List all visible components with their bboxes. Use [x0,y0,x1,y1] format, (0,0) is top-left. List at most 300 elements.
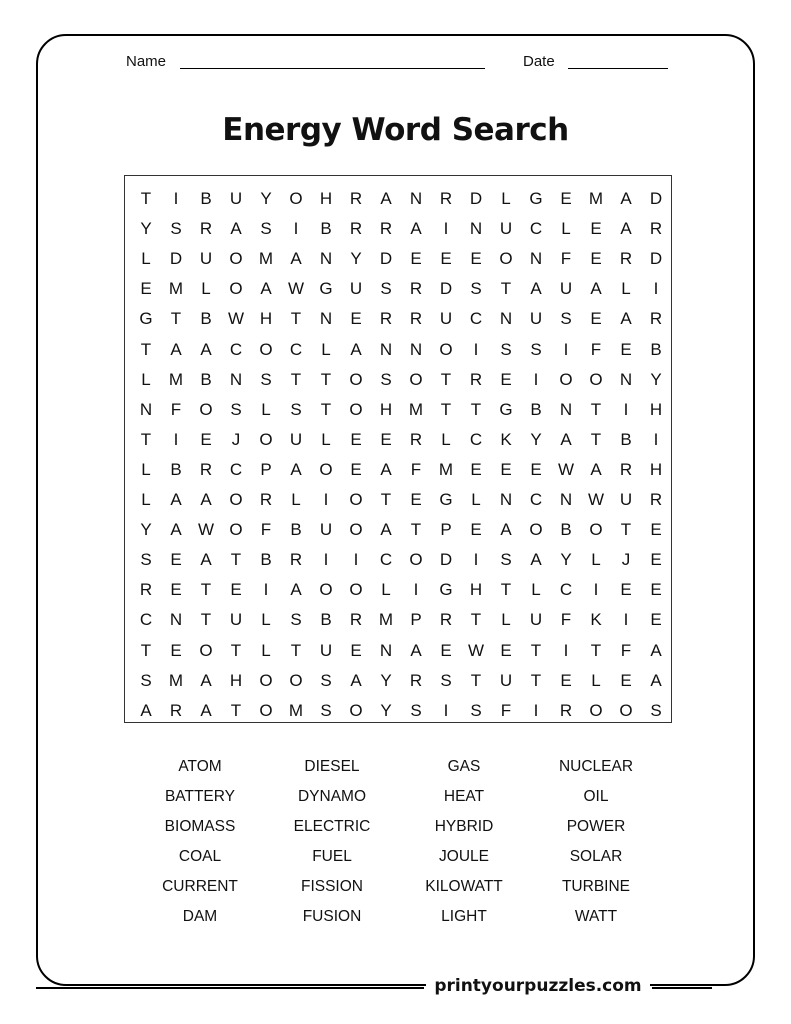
grid-letter[interactable]: O [589,369,603,389]
grid-letter[interactable]: G [439,490,453,509]
grid-letter[interactable]: H [379,399,393,419]
grid-letter[interactable]: O [229,490,243,509]
grid-letter[interactable]: S [500,550,512,570]
grid-letter[interactable]: L [591,550,601,570]
grid-letter[interactable]: U [529,610,543,630]
grid-letter[interactable]: O [499,249,513,269]
grid-letter[interactable]: T [470,399,482,419]
grid-letter[interactable]: N [619,369,633,389]
grid-letter[interactable]: C [289,339,303,359]
grid-letter[interactable]: D [469,189,483,208]
grid-letter[interactable]: L [141,249,151,269]
grid-letter[interactable]: A [350,670,362,690]
grid-letter[interactable]: M [438,459,454,479]
grid-letter[interactable]: S [380,279,392,299]
grid-letter[interactable]: F [620,640,632,660]
grid-letter[interactable]: I [563,339,569,359]
grid-letter[interactable]: S [560,309,572,329]
grid-letter[interactable]: E [410,490,422,509]
grid-letter[interactable]: S [410,700,422,720]
grid-letter[interactable]: T [200,580,212,600]
grid-letter[interactable]: E [200,429,212,449]
grid-letter[interactable]: L [621,279,631,299]
grid-letter[interactable]: A [200,670,212,690]
grid-letter[interactable]: I [563,640,569,660]
grid-letter[interactable]: T [620,520,632,540]
grid-letter[interactable]: B [320,610,332,630]
grid-letter[interactable]: E [650,580,662,600]
grid-letter[interactable]: E [350,459,362,479]
grid-letter[interactable]: E [230,580,242,600]
grid-letter[interactable]: R [289,550,303,570]
grid-letter[interactable]: O [349,520,363,540]
grid-letter[interactable]: H [649,459,663,479]
grid-letter[interactable]: A [200,550,212,570]
grid-letter[interactable]: K [590,610,602,630]
grid-letter[interactable]: I [623,399,629,419]
grid-letter[interactable]: O [409,550,423,570]
grid-letter[interactable]: A [500,520,512,540]
grid-letter[interactable]: S [230,399,242,419]
grid-letter[interactable]: Y [260,189,272,208]
grid-letter[interactable]: O [349,580,363,600]
grid-letter[interactable]: C [379,550,393,570]
grid-letter[interactable]: A [620,309,632,329]
grid-letter[interactable]: S [320,700,332,720]
grid-letter[interactable]: I [533,369,539,389]
grid-letter[interactable]: U [349,279,363,299]
grid-letter[interactable]: T [500,580,512,600]
grid-letter[interactable]: E [350,309,362,329]
grid-letter[interactable]: S [260,219,272,239]
grid-letter[interactable]: T [380,490,392,509]
grid-letter[interactable]: L [291,490,301,509]
grid-letter[interactable]: D [439,279,453,299]
grid-letter[interactable]: U [499,670,513,690]
grid-letter[interactable]: W [227,309,245,329]
grid-letter[interactable]: I [533,700,539,720]
grid-letter[interactable]: L [591,670,601,690]
grid-letter[interactable]: L [561,219,571,239]
grid-letter[interactable]: U [319,640,333,660]
grid-letter[interactable]: T [470,670,482,690]
grid-letter[interactable]: E [530,459,542,479]
grid-letter[interactable]: U [289,429,303,449]
grid-letter[interactable]: A [560,429,572,449]
grid-letter[interactable]: U [229,610,243,630]
grid-letter[interactable]: T [200,610,212,630]
grid-letter[interactable]: E [170,640,182,660]
grid-letter[interactable]: A [590,459,602,479]
grid-letter[interactable]: E [650,520,662,540]
grid-letter[interactable]: S [530,339,542,359]
grid-letter[interactable]: R [619,459,633,479]
date-field[interactable] [568,68,668,69]
grid-letter[interactable]: D [169,249,183,269]
grid-letter[interactable]: A [200,490,212,509]
grid-letter[interactable]: O [259,339,273,359]
grid-letter[interactable]: U [559,279,573,299]
grid-letter[interactable]: T [230,550,242,570]
grid-letter[interactable]: R [409,670,423,690]
grid-letter[interactable]: C [529,490,543,509]
grid-letter[interactable]: Y [380,670,392,690]
grid-letter[interactable]: W [287,279,305,299]
grid-letter[interactable]: O [589,700,603,720]
grid-letter[interactable]: T [290,369,302,389]
grid-letter[interactable]: W [557,459,575,479]
grid-letter[interactable]: L [321,339,331,359]
grid-letter[interactable]: R [379,219,393,239]
grid-letter[interactable]: N [379,640,393,660]
grid-letter[interactable]: F [260,520,272,540]
grid-letter[interactable]: N [409,339,423,359]
grid-letter[interactable]: B [200,309,212,329]
grid-letter[interactable]: M [378,610,394,630]
grid-letter[interactable]: C [469,429,483,449]
grid-letter[interactable]: I [173,189,179,208]
grid-letter[interactable]: E [590,309,602,329]
grid-letter[interactable]: P [260,459,272,479]
grid-letter[interactable]: T [140,429,152,449]
grid-letter[interactable]: H [259,309,273,329]
grid-letter[interactable]: F [410,459,422,479]
grid-letter[interactable]: O [289,189,303,208]
grid-letter[interactable]: E [590,249,602,269]
grid-letter[interactable]: G [529,189,543,208]
grid-letter[interactable]: T [230,700,242,720]
grid-letter[interactable]: A [620,189,632,208]
grid-letter[interactable]: O [289,670,303,690]
grid-letter[interactable]: O [199,640,213,660]
grid-letter[interactable]: I [323,490,329,509]
grid-letter[interactable]: I [473,339,479,359]
grid-letter[interactable]: R [139,580,153,600]
grid-letter[interactable]: L [141,490,151,509]
grid-letter[interactable]: O [259,670,273,690]
grid-letter[interactable]: P [410,610,422,630]
grid-letter[interactable]: T [470,610,482,630]
grid-letter[interactable]: E [620,580,632,600]
grid-letter[interactable]: I [653,429,659,449]
grid-letter[interactable]: W [197,520,215,540]
grid-letter[interactable]: L [261,610,271,630]
grid-letter[interactable]: J [231,429,241,449]
grid-letter[interactable]: E [470,520,482,540]
grid-letter[interactable]: S [170,219,182,239]
grid-letter[interactable]: M [288,700,304,720]
grid-letter[interactable]: H [469,580,483,600]
grid-letter[interactable]: N [559,490,573,509]
grid-letter[interactable]: A [260,279,272,299]
grid-letter[interactable]: O [349,700,363,720]
grid-letter[interactable]: Y [530,429,542,449]
grid-letter[interactable]: R [649,309,663,329]
grid-letter[interactable]: L [261,640,271,660]
grid-letter[interactable]: R [439,610,453,630]
grid-letter[interactable]: Y [650,369,662,389]
grid-letter[interactable]: B [320,219,332,239]
grid-letter[interactable]: I [623,610,629,630]
grid-letter[interactable]: R [199,219,213,239]
grid-letter[interactable]: E [350,640,362,660]
grid-letter[interactable]: L [141,459,151,479]
grid-letter[interactable]: U [229,189,243,208]
grid-letter[interactable]: L [531,580,541,600]
grid-letter[interactable]: T [140,640,152,660]
grid-letter[interactable]: B [200,189,212,208]
grid-letter[interactable]: T [590,429,602,449]
grid-letter[interactable]: N [499,309,513,329]
grid-letter[interactable]: L [201,279,211,299]
grid-letter[interactable]: B [200,369,212,389]
grid-letter[interactable]: E [560,189,572,208]
grid-letter[interactable]: R [619,249,633,269]
grid-letter[interactable]: A [410,219,422,239]
grid-letter[interactable]: A [590,279,602,299]
grid-letter[interactable]: R [169,700,183,720]
grid-letter[interactable]: O [349,369,363,389]
grid-letter[interactable]: N [229,369,243,389]
grid-letter[interactable]: A [290,249,302,269]
grid-letter[interactable]: A [170,339,182,359]
grid-letter[interactable]: T [320,369,332,389]
grid-letter[interactable]: I [293,219,299,239]
grid-letter[interactable]: L [261,399,271,419]
grid-letter[interactable]: R [199,459,213,479]
grid-letter[interactable]: S [260,369,272,389]
grid-letter[interactable]: E [140,279,152,299]
grid-letter[interactable]: O [439,339,453,359]
grid-letter[interactable]: O [259,700,273,720]
grid-letter[interactable]: I [443,700,449,720]
grid-letter[interactable]: T [590,399,602,419]
grid-letter[interactable]: A [380,189,392,208]
grid-letter[interactable]: M [408,399,424,419]
grid-letter[interactable]: B [650,339,662,359]
grid-letter[interactable]: O [229,520,243,540]
grid-letter[interactable]: I [653,279,659,299]
grid-letter[interactable]: T [290,640,302,660]
grid-letter[interactable]: I [323,550,329,570]
grid-letter[interactable]: A [350,339,362,359]
grid-letter[interactable]: R [349,189,363,208]
grid-letter[interactable]: L [381,580,391,600]
grid-letter[interactable]: U [619,490,633,509]
grid-letter[interactable]: B [560,520,572,540]
name-field[interactable] [180,68,485,69]
grid-letter[interactable]: E [500,640,512,660]
grid-letter[interactable]: O [559,369,573,389]
grid-letter[interactable]: E [170,580,182,600]
grid-letter[interactable]: F [560,610,572,630]
grid-letter[interactable]: E [440,249,452,269]
grid-letter[interactable]: K [500,429,512,449]
grid-letter[interactable]: L [471,490,481,509]
grid-letter[interactable]: Y [560,550,572,570]
grid-letter[interactable]: T [530,640,542,660]
grid-letter[interactable]: Y [380,700,392,720]
grid-letter[interactable]: A [290,459,302,479]
grid-letter[interactable]: I [413,580,419,600]
grid-letter[interactable]: N [559,399,573,419]
grid-letter[interactable]: C [229,339,243,359]
grid-letter[interactable]: B [620,429,632,449]
grid-letter[interactable]: E [440,640,452,660]
grid-letter[interactable]: T [140,189,152,208]
grid-letter[interactable]: E [620,339,632,359]
grid-letter[interactable]: E [380,429,392,449]
grid-letter[interactable]: I [473,550,479,570]
grid-letter[interactable]: U [499,219,513,239]
grid-letter[interactable]: A [230,219,242,239]
grid-letter[interactable]: D [649,189,663,208]
grid-letter[interactable]: A [290,580,302,600]
grid-letter[interactable]: S [440,670,452,690]
grid-letter[interactable]: W [467,640,485,660]
grid-letter[interactable]: C [139,610,153,630]
grid-letter[interactable]: F [500,700,512,720]
grid-letter[interactable]: M [168,369,184,389]
grid-letter[interactable]: I [353,550,359,570]
grid-letter[interactable]: L [441,429,451,449]
grid-letter[interactable]: N [379,339,393,359]
grid-letter[interactable]: A [200,339,212,359]
grid-letter[interactable]: P [440,520,452,540]
grid-letter[interactable]: N [319,309,333,329]
grid-letter[interactable]: C [469,309,483,329]
grid-letter[interactable]: D [649,249,663,269]
grid-letter[interactable]: B [530,399,542,419]
grid-letter[interactable]: A [410,640,422,660]
grid-letter[interactable]: R [379,309,393,329]
grid-letter[interactable]: R [409,429,423,449]
grid-letter[interactable]: E [410,249,422,269]
grid-letter[interactable]: O [229,279,243,299]
grid-letter[interactable]: O [229,249,243,269]
grid-letter[interactable]: R [649,219,663,239]
grid-letter[interactable]: H [319,189,333,208]
grid-letter[interactable]: R [469,369,483,389]
grid-letter[interactable]: Y [140,520,152,540]
grid-letter[interactable]: A [650,640,662,660]
grid-letter[interactable]: E [650,550,662,570]
grid-letter[interactable]: M [258,249,274,269]
grid-letter[interactable]: O [349,490,363,509]
grid-letter[interactable]: E [500,369,512,389]
grid-letter[interactable]: A [170,520,182,540]
grid-letter[interactable]: N [529,249,543,269]
grid-letter[interactable]: S [470,700,482,720]
grid-letter[interactable]: T [320,399,332,419]
grid-letter[interactable]: A [530,550,542,570]
grid-letter[interactable]: U [199,249,213,269]
grid-letter[interactable]: S [140,670,152,690]
grid-letter[interactable]: O [199,399,213,419]
grid-letter[interactable]: N [319,249,333,269]
grid-letter[interactable]: E [650,610,662,630]
grid-letter[interactable]: E [470,459,482,479]
grid-letter[interactable]: N [499,490,513,509]
grid-letter[interactable]: S [140,550,152,570]
grid-letter[interactable]: E [500,459,512,479]
grid-letter[interactable]: A [200,700,212,720]
grid-letter[interactable]: O [319,459,333,479]
grid-letter[interactable]: Y [350,249,362,269]
grid-letter[interactable]: S [380,369,392,389]
grid-letter[interactable]: O [619,700,633,720]
grid-letter[interactable]: A [620,219,632,239]
grid-letter[interactable]: M [168,279,184,299]
grid-letter[interactable]: T [440,369,452,389]
grid-letter[interactable]: D [379,249,393,269]
grid-letter[interactable]: I [443,219,449,239]
grid-letter[interactable]: C [529,219,543,239]
grid-letter[interactable]: M [168,670,184,690]
grid-letter[interactable]: F [560,249,572,269]
grid-letter[interactable]: B [170,459,182,479]
grid-letter[interactable]: D [439,550,453,570]
grid-letter[interactable]: I [263,580,269,600]
grid-letter[interactable]: R [349,610,363,630]
grid-letter[interactable]: A [380,520,392,540]
grid-letter[interactable]: S [290,399,302,419]
grid-letter[interactable]: N [469,219,483,239]
grid-letter[interactable]: T [140,339,152,359]
grid-letter[interactable]: I [593,580,599,600]
grid-letter[interactable]: E [170,550,182,570]
grid-letter[interactable]: R [259,490,273,509]
grid-letter[interactable]: B [290,520,302,540]
grid-letter[interactable]: H [649,399,663,419]
grid-letter[interactable]: T [170,309,182,329]
grid-letter[interactable]: T [440,399,452,419]
grid-letter[interactable]: U [529,309,543,329]
grid-letter[interactable]: F [590,339,602,359]
grid-letter[interactable]: N [409,189,423,208]
grid-letter[interactable]: E [590,219,602,239]
grid-letter[interactable]: L [321,429,331,449]
grid-letter[interactable]: C [229,459,243,479]
grid-letter[interactable]: S [500,339,512,359]
grid-letter[interactable]: R [439,189,453,208]
grid-letter[interactable]: T [230,640,242,660]
grid-letter[interactable]: T [500,279,512,299]
grid-letter[interactable]: B [260,550,272,570]
grid-letter[interactable]: O [319,580,333,600]
grid-letter[interactable]: U [439,309,453,329]
grid-letter[interactable]: O [349,399,363,419]
grid-letter[interactable]: A [140,700,152,720]
grid-letter[interactable]: S [650,700,662,720]
grid-letter[interactable]: I [173,429,179,449]
grid-letter[interactable]: M [588,189,604,208]
grid-letter[interactable]: L [501,189,511,208]
grid-letter[interactable]: L [141,369,151,389]
grid-letter[interactable]: O [529,520,543,540]
grid-letter[interactable]: J [621,550,631,570]
grid-letter[interactable]: E [620,670,632,690]
grid-letter[interactable]: A [170,490,182,509]
grid-letter[interactable]: C [559,580,573,600]
grid-letter[interactable]: F [170,399,182,419]
grid-letter[interactable]: G [139,309,153,329]
grid-letter[interactable]: E [470,249,482,269]
grid-letter[interactable]: R [349,219,363,239]
grid-letter[interactable]: G [319,279,333,299]
grid-letter[interactable]: T [410,520,422,540]
grid-letter[interactable]: T [590,640,602,660]
